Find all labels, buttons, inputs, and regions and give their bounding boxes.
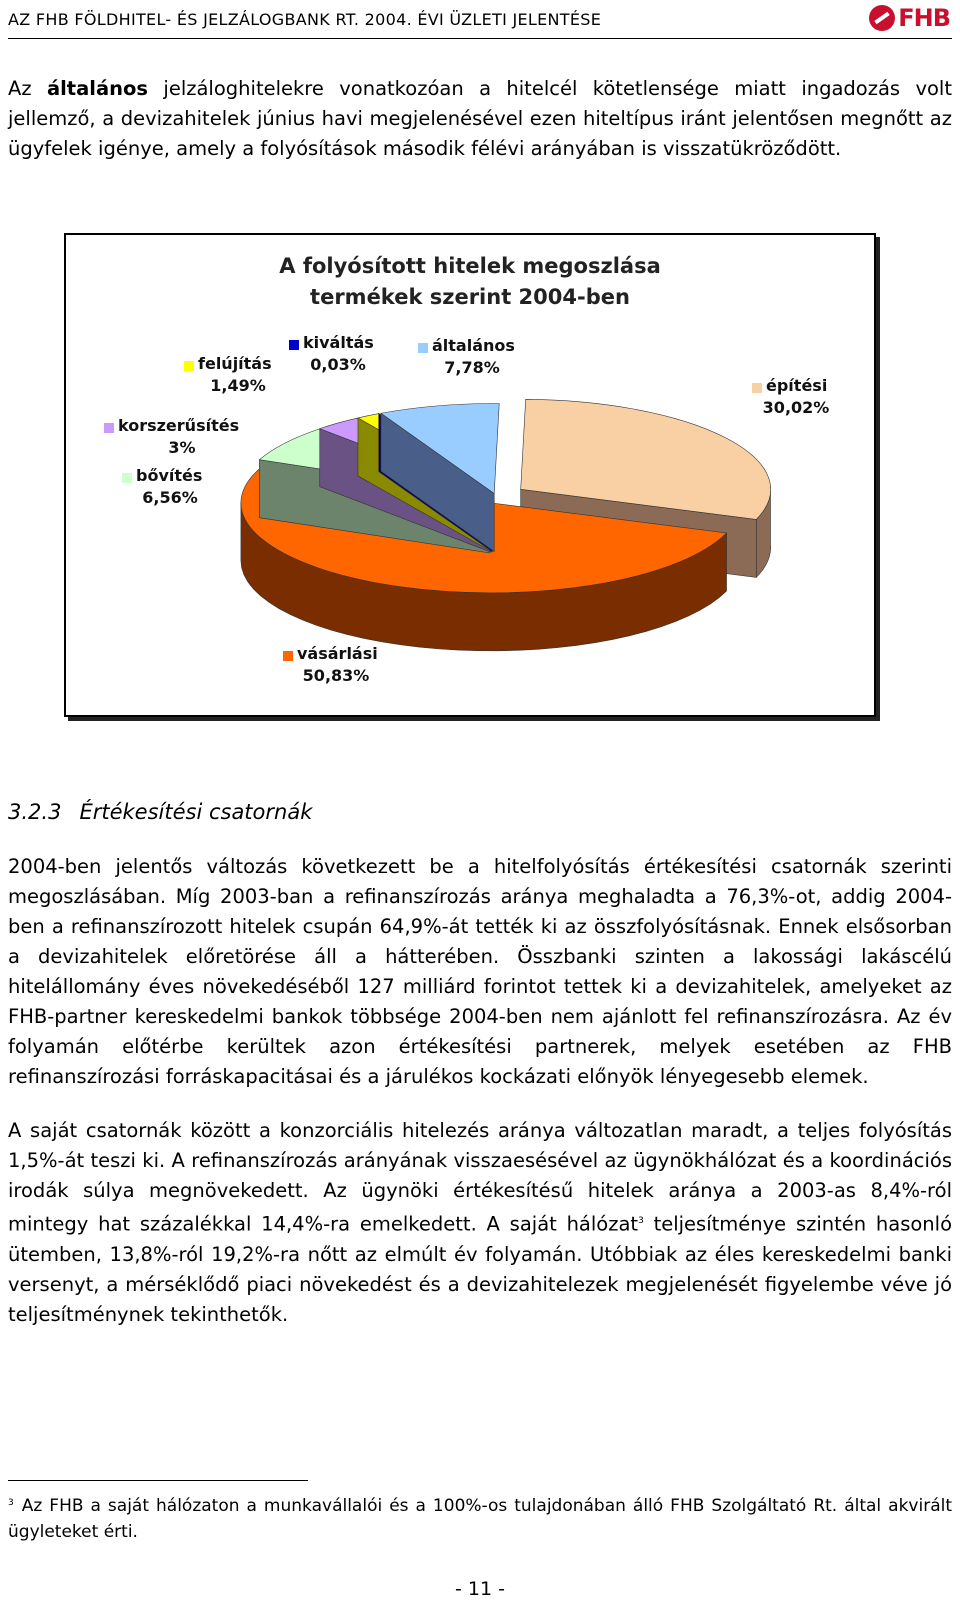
legend-swatch-korszerűsítés <box>104 423 114 433</box>
report-title: AZ FHB FÖLDHITEL- ÉS JELZÁLOGBANK RT. 2004. ÉVI ÜZLETI JELENTÉSE <box>8 10 602 29</box>
fhb-logo-text: FHB <box>898 4 950 32</box>
footnote-reference: 3 <box>638 1216 644 1226</box>
data-label-value-korszerűsítés: 3% <box>168 438 196 457</box>
data-label-name-korszerűsítés: korszerűsítés <box>118 416 240 435</box>
data-label-name-bővítés: bővítés <box>136 466 203 485</box>
legend-swatch-építési <box>752 383 762 393</box>
chart-title-line2: termékek szerint 2004-ben <box>310 285 630 309</box>
fhb-logo-icon <box>869 5 895 31</box>
section-heading <box>8 800 312 824</box>
sales-channels-paragraph: 2004-ben jelentős változás következett be a hitelfolyósítás értékesítési csatornák szerinti megoszlásában. Míg 2003-ban a refinanszírozás aránya meghaladta a 76,3%-ot, addig 2004-ben a refinanszírozott hitelek csupán 64,9%-át tették ki az összfolyósításnak. Ennek elsősorban a devizahitelek előretörése áll a hátterében. Összbanki szinten a lakossági lakáscélú hitelállomány éves növekedéséből 127 milliárd forintot tettek ki a devizahitelek, amelyeket az FHB-partner kereskedelmi bankok többsége 2004-ben nem ajánlott fel refinanszírozásra. Az év folyamán előtérbe kerültek azon értékesítési partnerek, melyek esetében az FHB refinanszírozási forráskapacitásai és a járulékos kockázati előnyök lényegesebb elemek. <box>8 855 952 1088</box>
data-label-value-kiváltás: 0,03% <box>310 355 366 374</box>
page-header <box>8 4 952 39</box>
legend-swatch-felújítás <box>184 361 194 371</box>
data-label-name-vásárlási: vásárlási <box>297 644 378 663</box>
section-title-text: Értékesítési csatornák <box>79 800 313 824</box>
intro-paragraph <box>8 74 952 164</box>
data-label-value-általános: 7,78% <box>444 358 500 377</box>
footnote-mark: 3 <box>8 1498 14 1508</box>
data-label-name-általános: általános <box>432 336 515 355</box>
own-channels-text-a: A saját csatornák között a konzorciális hitelezés aránya változatlan maradt, a teljes folyósítás 1,5%-át teszi ki. A refinanszírozás arányának visszaesésével az ügynökhálózat és a koordinációs irodák súlya megnövekedett. Az ügynöki értékesítésű hitelek aránya a 2003-as 8,4%-ról mintegy hat százalékkal 14,4%-ra emelkedett. A saját hálózat <box>8 1119 952 1236</box>
footnote <box>8 1490 952 1545</box>
legend-swatch-vásárlási <box>283 651 293 661</box>
footnote-divider <box>8 1480 308 1481</box>
intro-rest: jelzáloghitelekre vonatkozóan a hitelcél kötetlensége miatt ingadozás volt jellemző, a devizahitelek június havi megjelenésével ezen hiteltípus iránt jelentősen megnőtt az ügyfelek igénye, amely a folyósítások második félévi arányában is visszatükröződött. <box>8 77 952 160</box>
data-label-value-építési: 30,02% <box>762 398 830 417</box>
page-number: - 11 - <box>455 1578 505 1600</box>
legend-swatch-általános <box>418 343 428 353</box>
legend-swatch-bővítés <box>122 473 132 483</box>
pie-chart-svg <box>66 235 874 715</box>
data-label-name-építési: építési <box>766 376 828 395</box>
data-label-value-bővítés: 6,56% <box>142 488 198 507</box>
own-channels-paragraph <box>8 1116 952 1330</box>
data-label-value-felújítás: 1,49% <box>210 376 266 395</box>
legend-swatch-kiváltás <box>289 340 299 350</box>
section-number: 3.2.3 <box>8 800 62 824</box>
chart-title-line1: A folyósított hitelek megoszlása <box>279 254 661 278</box>
intro-bold-term: általános <box>46 77 149 100</box>
data-label-name-felújítás: felújítás <box>198 354 272 373</box>
loan-distribution-chart <box>64 233 876 717</box>
data-label-name-kiváltás: kiváltás <box>303 333 374 352</box>
intro-prefix: Az <box>8 77 47 100</box>
fhb-logo <box>869 4 950 32</box>
footnote-text: Az FHB a saját hálózaton a munkavállalói és a 100%-os tulajdonában álló FHB Szolgáltató Rt. által akvirált ügyleteket érti. <box>8 1496 952 1542</box>
data-label-value-vásárlási: 50,83% <box>302 666 370 685</box>
own-channels-text-b: teljesítménye szintén hasonló ütemben, 13,8%-ról 19,2%-ra nőtt az elmúlt év folyamán. Utóbbiak az éles kereskedelmi banki versenyt, a mérséklődő piaci növekedést és a devizahitelezek megjelenését figyelembe véve jó teljesítménynek tekinthetők. <box>8 1212 952 1326</box>
